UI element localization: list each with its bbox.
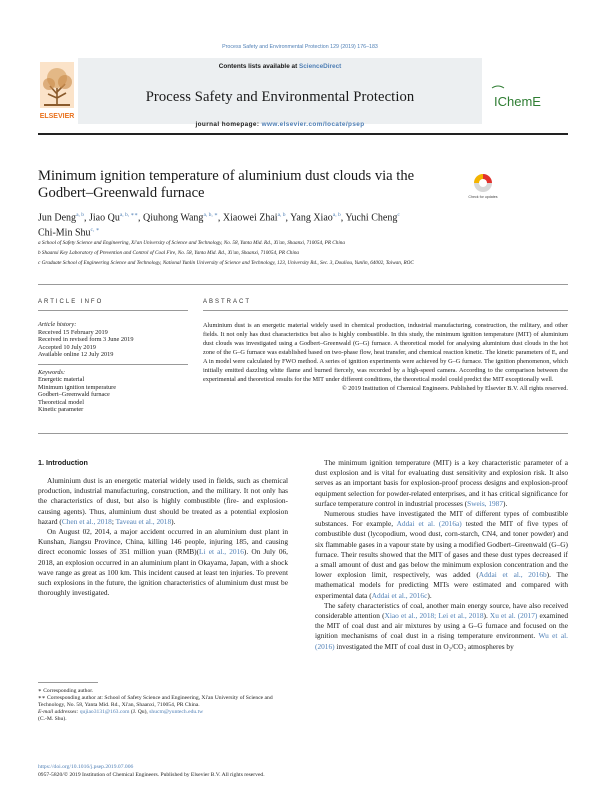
author-name[interactable]: Chi-Min Shu [38,227,91,239]
paragraph-text: The safety characteristics of coal, another main energy source, have also received considerable attention ( [315,600,568,621]
paragraph-text: The minimum ignition temperature (MIT) is a key characteristic parameter of a dust explosion and is vital for evaluating dust sensitivity and explosion risk. It also serves as an important basis for explosion-proof process designs and explosion-proof equipment selection for powder-related enterprises, and it has critical significance for surface temperature control in industrial processes ( [315,458,568,508]
elsevier-tree-icon [38,60,76,124]
email-name-shu: (C.-M. Shu). [38,715,67,722]
keyword-item: Minimum ignition temperature [38,383,116,391]
footnote-corresponding-2: ∗∗ Corresponding author at: School of Safety Science and Engineering, Xi'an University of Science and Technology, No. 58, Yanta Mid. Rd., Xi'an, Shaanxi, 710054, PR China. [38,694,273,708]
doi-link[interactable]: https://doi.org/10.1016/j.psep.2019.07.006 [38,764,134,770]
author-affiliation-mark[interactable]: a, b, ∗∗ [119,212,139,218]
history-accepted: Accepted 10 July 2019 [38,343,96,351]
abstract-rule [203,310,568,311]
body-paragraph [315,458,568,509]
author-name[interactable]: Jun Deng [38,212,77,224]
paragraph-text: On August 02, 2014, a major accident occurred in an aluminium dust plant in Kunshan, Jiangsu Province, China, killing 146 people, injuring 185, and causing direct economic losses of 351 million yuan (RMB)( [38,527,288,557]
check-for-updates-badge[interactable] [470,172,496,206]
affiliation-a: a School of Safety Science and Engineering, Xi'an University of Science and Technology, No. 58, Yanta Mid. Rd., Xi'an, Shaanxi, 710054, PR China [38,240,345,246]
keywords-label: Keywords: [38,368,66,376]
elsevier-wordmark: ELSEVIER [39,113,75,120]
keyword-item: Godbert–Greenwald furnace [38,391,110,398]
keyword-item: Kinetic parameter [38,406,84,413]
homepage-prefix: journal homepage: [195,121,262,128]
journal-title[interactable]: Process Safety and Environmental Protection [145,89,415,105]
history-online: Available online 12 July 2019 [38,351,114,358]
author-line-1: Jun Deng$^{a, b}$, Jiao $Qu^{a, b, ∗∗}$, Qiuhong Wang$^{a, b, ∗}$, Xiaowei Zhai$^{a, b}$, Yang Xiao$^{a, b}$, Yuchi Cheng$^c$ [38,212,400,224]
article-title-line1: Minimum ignition temperature of aluminium dust clouds via the [38,168,415,184]
article-info [38,321,188,414]
article-info-heading: ARTICLE INFO [38,299,104,305]
keyword-item: Theoretical model [38,398,84,406]
citation-link[interactable]: Addai et al., 2016c [371,590,428,600]
body-paragraph [38,476,288,527]
elsevier-logo[interactable] [38,60,76,124]
contents-available [78,63,482,70]
contents-prefix: Contents lists available at [218,63,299,70]
footnotes [38,688,288,723]
author-affiliation-mark[interactable]: a, b, ∗ [203,212,218,218]
author-affiliation-mark[interactable]: c, ∗ [90,227,100,234]
email-link-shu[interactable]: shucm@yuntech.edu.tw [149,708,204,715]
citation-link[interactable]: Taveau et al., 2018 [115,516,172,526]
email-label: E-mail addresses: [38,708,80,715]
author-affiliation-mark[interactable]: a, b [76,212,85,218]
crossmark-label: Check for updates [468,195,498,199]
history-label: Article history: [38,321,77,328]
abstract-text: Aluminium dust is an energetic material widely used in chemical production, industrial manufacturing, construction, the military, and other fields. It not only has dust characteristics but also is highly combustible. In this study, the minimum ignition temperature (MIT) of aluminium dust clouds was investigated using a Godbert–Greenwald (G–G) furnace. A theoretical model for analysing aluminium dust clouds in the hot zone of the G–G furnace was established based on two-phase flow, heat transfer, and chemical reaction kinetic. The kinetic parameters of Eₐ and A in model were calculated by FWO method. A series of ignition experiments were achieved by G–G furnace. The ignition phenomenon, which initially emitted dazzling white flame and burned fiercely, was recorded by a high-speed camera. According to the comparison between the experimental and theoretical results for the MIT under different conditions, the theoretical model could predict the MIT exceptionally well. [203,322,568,383]
author-affiliation-mark[interactable]: c [397,212,400,218]
citation-link[interactable]: Li et al., 2016 [199,547,244,557]
journal-homepage [78,121,482,128]
keyword-item: Energetic material [38,376,85,383]
paragraph-text: ). [427,590,432,600]
author-list [38,209,568,240]
author-name[interactable]: Jiao Qu [89,212,120,224]
author-affiliation-mark[interactable]: a, b [332,212,341,218]
citation-link[interactable]: Xu et al. (2017) [489,611,538,621]
body-paragraph [315,601,568,652]
paragraph-text: investigated the MIT of coal dust in O₂/CO₂ atmospheres by [334,641,514,651]
author-name[interactable]: Yuchi Cheng [345,212,398,224]
author-name[interactable]: Xiaowei Zhai [222,212,278,224]
author-line-2 [38,224,568,239]
article-title-line2: Godbert–Greenwald furnace [38,185,205,201]
paragraph-text: examined the MIT of coal dust and air mixtures by using a G–G furnace and focused on the ignition mechanisms of coal dust in a rising temperature environment. [315,611,569,641]
body-paragraph [38,527,288,598]
icheme-logo[interactable] [490,82,566,122]
article-info-rule [38,310,188,311]
paragraph-text: tested the MIT of five types of combustible dust (lycopodium, wood dust, corn-starch, CN4, and toner powder) and six flammable gases in a vapour state by using a modified Godbert–Greenwald (G–G) furnace. Their results showed that the MIT of gases and these dust types decreased if a small amount of dust and gas below the minimum explosion concentration and the lower explosion limit, respectively, was added ( [315,519,568,580]
introduction-heading: 1. Introduction [38,458,88,467]
introduction-left-column [38,476,288,598]
affiliation-c: c Graduate School of Engineering Science and Technology, National Yunlin University of Science and Technology, 123, University Rd., Sec. 3, Douliou, Yunlin, 64002, Taiwan, ROC [38,260,414,266]
citation-link[interactable]: Sweis, 1987 [467,498,504,508]
history-revised: Received in revised form 3 June 2019 [38,336,134,343]
affiliation-b: b Shaanxi Key Laboratory of Prevention and Control of Coal Fire, No. 58, Yanta Mid. Rd., Xi'an, Shaanxi, 710054, PR China [38,250,300,256]
citation-link[interactable]: Wu et al. (2016) [315,631,569,651]
paragraph-text: ). [483,611,490,621]
abstract-bottom-rule [38,433,568,434]
paragraph-text: ). [171,516,176,526]
author-affiliation-mark[interactable]: a, b [277,212,286,218]
paragraph-text: ). The mathematical models for predicting MITs were estimated and compared with experimental data ( [315,570,568,600]
history-received: Received 15 February 2019 [38,328,108,336]
abstract-body [203,321,568,393]
footnote-corresponding-1: ∗ Corresponding author. [38,688,94,694]
sciencedirect-link[interactable]: ScienceDirect [298,63,342,70]
email-link-qu[interactable]: qujiao3131@163.com [79,708,130,715]
icheme-wordmark: IChemE [494,94,541,109]
citation-link[interactable]: Chen et al., 2018 [61,516,112,526]
author-name[interactable]: Yang Xiao [290,212,333,224]
abstract-copyright: © 2019 Institution of Chemical Engineers. Published by Elsevier B.V. All rights reserved. [341,385,568,392]
issn-copyright: 0957-5820/© 2019 Institution of Chemical Engineers. Published by Elsevier B.V. All rights reserved. [38,772,265,778]
icheme-logo-icon [490,82,566,122]
citation-link[interactable]: Xiao et al., 2018; Lei et al., 2018 [384,611,484,621]
footnote-emails [38,709,288,716]
article-title [38,168,463,202]
body-paragraph [315,509,568,601]
author-name[interactable]: Qiuhong Wang [143,212,204,224]
crossmark-icon [470,172,496,206]
email-name-qu: (J. Qu), [129,708,150,715]
paragraph-text: ). On July 06, 2018, an explosion occurred in an aluminium plant in Okayama, Japan, with a shock wave range as great as 100 km. This incident caused at least ten injuries. To prevent such explosions in the future, the ignition characteristics of aluminium dust must be thoroughly investigated. [38,547,288,598]
paragraph-text: Numerous studies have investigated the MIT of different types of combustible substances. For example, [315,509,568,529]
paragraph-text: Aluminium dust is an energetic material widely used in fields, such as chemical production, industrial manufacturing, construction, and the military. It not only has the characteristics of dust, but also is highly combustible (fire- and explosion-causing agents). Thus, aluminium dust should be treated as a potential explosion hazard ( [38,476,288,526]
citation-link[interactable]: Addai et al., 2016b [478,570,547,580]
keywords-rule [38,364,188,365]
paragraph-text: ; [111,516,116,526]
abstract-heading: ABSTRACT [203,299,252,305]
homepage-link[interactable]: www.elsevier.com/locate/psep [261,121,365,128]
paragraph-text: ). [503,498,508,508]
header-rule [38,133,568,135]
journal-reference[interactable]: Process Safety and Environmental Protection 129 (2019) 176–183 [222,44,378,50]
affiliation-rule [38,284,568,285]
citation-link[interactable]: Addai et al. (2016a) [396,519,462,529]
introduction-right-column [315,458,568,652]
footnote-rule [38,682,98,683]
